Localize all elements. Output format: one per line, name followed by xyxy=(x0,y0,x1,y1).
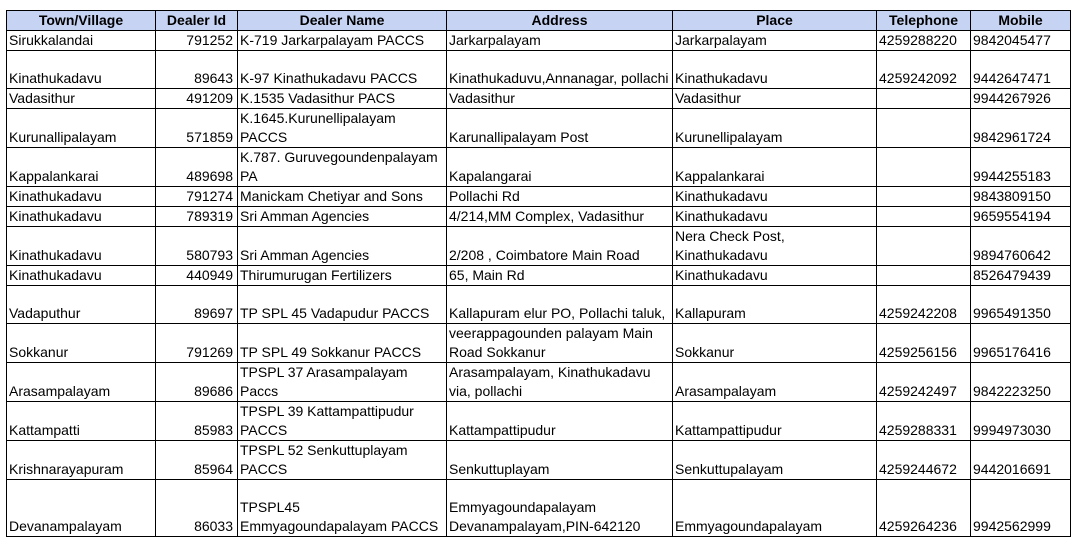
cell-telephone xyxy=(877,148,971,187)
cell-mobile: 9944255183 xyxy=(971,148,1071,187)
cell-address: veerappagounden palayam Main Road Sokkanur xyxy=(447,324,673,363)
cell-town: Kinathukadavu xyxy=(7,207,156,227)
cell-dealer-name: TPSPL45 Emmyagoundapalayam PACCS xyxy=(238,480,447,537)
dealer-table xyxy=(6,10,1071,537)
header-town: Town/Village xyxy=(7,11,156,31)
cell-town: Sokkanur xyxy=(7,324,156,363)
cell-dealer-id: 86033 xyxy=(156,480,238,537)
cell-dealer-name: TP SPL 45 Vadapudur PACCS xyxy=(238,286,447,324)
cell-mobile: 9942562999 xyxy=(971,480,1071,537)
cell-dealer-id: 440949 xyxy=(156,266,238,286)
cell-dealer-id: 791274 xyxy=(156,187,238,207)
table-row xyxy=(7,89,1071,109)
table-row xyxy=(7,324,1071,363)
table-row xyxy=(7,187,1071,207)
cell-mobile: 9842223250 xyxy=(971,363,1071,402)
cell-address: 65, Main Rd xyxy=(447,266,673,286)
cell-dealer-id: 89697 xyxy=(156,286,238,324)
table-row xyxy=(7,109,1071,148)
header-row xyxy=(7,11,1071,31)
cell-dealer-id: 489698 xyxy=(156,148,238,187)
header-telephone: Telephone xyxy=(877,11,971,31)
header-dealer-id: Dealer Id xyxy=(156,11,238,31)
cell-town: Kinathukadavu xyxy=(7,266,156,286)
cell-dealer-name: K-97 Kinathukadavu PACCS xyxy=(238,51,447,89)
cell-dealer-id: 89643 xyxy=(156,51,238,89)
cell-dealer-id: 791252 xyxy=(156,31,238,51)
cell-dealer-name: K.1645.Kurunellipalayam PACCS xyxy=(238,109,447,148)
cell-mobile: 8526479439 xyxy=(971,266,1071,286)
cell-place: Kattampattipudur xyxy=(673,402,877,441)
cell-dealer-name: Manickam Chetiyar and Sons xyxy=(238,187,447,207)
cell-dealer-name: TPSPL 52 Senkuttuplayam PACCS xyxy=(238,441,447,480)
cell-address: Kapalangarai xyxy=(447,148,673,187)
cell-town: Kinathukadavu xyxy=(7,187,156,207)
cell-address: Kattampattipudur xyxy=(447,402,673,441)
cell-place: Kappalankarai xyxy=(673,148,877,187)
cell-town: Kappalankarai xyxy=(7,148,156,187)
cell-dealer-name: Thirumurugan Fertilizers xyxy=(238,266,447,286)
cell-mobile: 9659554194 xyxy=(971,207,1071,227)
cell-address: Senkuttuplayam xyxy=(447,441,673,480)
cell-dealer-id: 571859 xyxy=(156,109,238,148)
cell-dealer-name: K.1535 Vadasithur PACS xyxy=(238,89,447,109)
table-row xyxy=(7,207,1071,227)
table-row xyxy=(7,402,1071,441)
cell-telephone xyxy=(877,207,971,227)
cell-address: Arasampalayam, Kinathukadavu via, pollachi xyxy=(447,363,673,402)
header-address: Address xyxy=(447,11,673,31)
cell-address: Kinathukaduvu,Annanagar, pollachi xyxy=(447,51,673,89)
table-row xyxy=(7,480,1071,537)
table-row xyxy=(7,148,1071,187)
cell-mobile: 9994973030 xyxy=(971,402,1071,441)
cell-dealer-name: Sri Amman Agencies xyxy=(238,227,447,266)
cell-telephone: 4259242092 xyxy=(877,51,971,89)
cell-telephone: 4259256156 xyxy=(877,324,971,363)
table-row xyxy=(7,441,1071,480)
cell-town: Kinathukadavu xyxy=(7,51,156,89)
cell-dealer-name: TPSPL 39 Kattampattipudur PACCS xyxy=(238,402,447,441)
cell-telephone: 4259242208 xyxy=(877,286,971,324)
table-row xyxy=(7,31,1071,51)
cell-telephone: 4259264236 xyxy=(877,480,971,537)
header-place: Place xyxy=(673,11,877,31)
cell-dealer-name: K.787. Guruvegoundenpalayam PA xyxy=(238,148,447,187)
cell-mobile: 9965491350 xyxy=(971,286,1071,324)
cell-town: Sirukkalandai xyxy=(7,31,156,51)
cell-dealer-id: 791269 xyxy=(156,324,238,363)
cell-telephone xyxy=(877,227,971,266)
cell-address: 4/214,MM Complex, Vadasithur xyxy=(447,207,673,227)
cell-dealer-id: 85983 xyxy=(156,402,238,441)
cell-address: Pollachi Rd xyxy=(447,187,673,207)
cell-place: Senkuttupalayam xyxy=(673,441,877,480)
cell-place: Vadasithur xyxy=(673,89,877,109)
cell-place: Kinathukadavu xyxy=(673,266,877,286)
cell-address: Vadasithur xyxy=(447,89,673,109)
cell-telephone: 4259288220 xyxy=(877,31,971,51)
cell-mobile: 9442016691 xyxy=(971,441,1071,480)
cell-mobile: 9442647471 xyxy=(971,51,1071,89)
cell-town: Arasampalayam xyxy=(7,363,156,402)
cell-place: Kurunellipalayam xyxy=(673,109,877,148)
cell-mobile: 9842961724 xyxy=(971,109,1071,148)
table-row xyxy=(7,266,1071,286)
table-row xyxy=(7,51,1071,89)
cell-town: Vadaputhur xyxy=(7,286,156,324)
cell-mobile: 9965176416 xyxy=(971,324,1071,363)
cell-dealer-name: Sri Amman Agencies xyxy=(238,207,447,227)
cell-town: Kinathukadavu xyxy=(7,227,156,266)
cell-town: Vadasithur xyxy=(7,89,156,109)
cell-telephone: 4259244672 xyxy=(877,441,971,480)
cell-place: Kinathukadavu xyxy=(673,51,877,89)
cell-place: Kinathukadavu xyxy=(673,187,877,207)
cell-address: 2/208 , Coimbatore Main Road xyxy=(447,227,673,266)
cell-telephone: 4259288331 xyxy=(877,402,971,441)
cell-telephone: 4259242497 xyxy=(877,363,971,402)
cell-telephone xyxy=(877,187,971,207)
cell-dealer-name: K-719 Jarkarpalayam PACCS xyxy=(238,31,447,51)
cell-place: Nera Check Post, Kinathukadavu xyxy=(673,227,877,266)
cell-place: Kallapuram xyxy=(673,286,877,324)
header-mobile: Mobile xyxy=(971,11,1071,31)
cell-place: Emmyagoundapalayam xyxy=(673,480,877,537)
cell-address: Emmyagoundapalayam Devanampalayam,PIN-642120 xyxy=(447,480,673,537)
cell-place: Sokkanur xyxy=(673,324,877,363)
cell-town: Devanampalayam xyxy=(7,480,156,537)
cell-mobile: 9842045477 xyxy=(971,31,1071,51)
header-dealer-name: Dealer Name xyxy=(238,11,447,31)
table-row xyxy=(7,286,1071,324)
cell-town: Kurunallipalayam xyxy=(7,109,156,148)
cell-dealer-id: 789319 xyxy=(156,207,238,227)
cell-town: Krishnarayapuram xyxy=(7,441,156,480)
cell-mobile: 9843809150 xyxy=(971,187,1071,207)
cell-telephone xyxy=(877,109,971,148)
cell-telephone xyxy=(877,266,971,286)
cell-address: Karunallipalayam Post xyxy=(447,109,673,148)
cell-place: Jarkarpalayam xyxy=(673,31,877,51)
cell-mobile: 9944267926 xyxy=(971,89,1071,109)
cell-dealer-id: 580793 xyxy=(156,227,238,266)
cell-mobile: 9894760642 xyxy=(971,227,1071,266)
cell-dealer-id: 85964 xyxy=(156,441,238,480)
cell-place: Arasampalayam xyxy=(673,363,877,402)
cell-address: Jarkarpalayam xyxy=(447,31,673,51)
cell-telephone xyxy=(877,89,971,109)
cell-dealer-id: 491209 xyxy=(156,89,238,109)
cell-town: Kattampatti xyxy=(7,402,156,441)
cell-dealer-name: TP SPL 49 Sokkanur PACCS xyxy=(238,324,447,363)
cell-place: Kinathukadavu xyxy=(673,207,877,227)
table-row xyxy=(7,363,1071,402)
cell-dealer-id: 89686 xyxy=(156,363,238,402)
cell-dealer-name: TPSPL 37 Arasampalayam Paccs xyxy=(238,363,447,402)
cell-address: Kallapuram elur PO, Pollachi taluk, xyxy=(447,286,673,324)
table-row xyxy=(7,227,1071,266)
